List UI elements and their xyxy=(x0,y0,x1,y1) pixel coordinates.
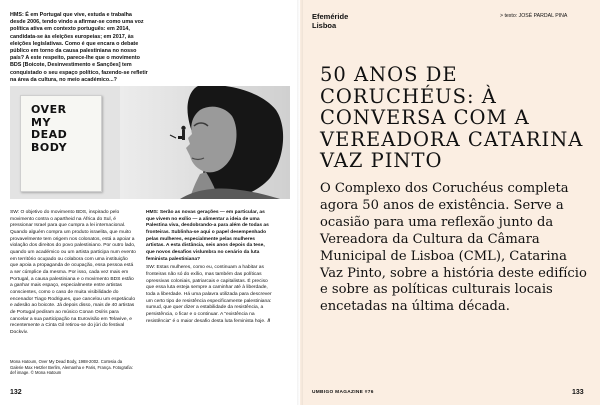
poster-text: OVER MY DEAD BODY xyxy=(31,103,68,154)
magazine-name: UMBIGO MAGAZINE #76 xyxy=(312,390,374,395)
interview-question: HMS: Serão as novas gerações — em particular, as que vivem no exílio — a alimentar a ideia de uma Palestina viva, desdobrando-a para além de todas as fronteiras. Sublinha-se aqui o papel desempenhado pelas mulheres, especialmente pelas mulheres artistas. A esta distância, seis anos depois da tese, que novos desafios vislumbra no cenário da luta feminista palestiniana? xyxy=(146,210,269,262)
article-headline: 50 ANOS DE CORUCHÉUS: À CONVERSA COM A VEREADORA CATARINA VAZ PINTO xyxy=(320,63,584,172)
second-column xyxy=(146,210,272,325)
page-number-left: 132 xyxy=(10,389,22,396)
section-text: Efeméride Lisboa xyxy=(312,12,349,30)
end-mark: // xyxy=(267,318,271,324)
answer-column: SW: O objetivo do movimento BDS, inspirado pelo movimento contra o apartheid na África do Sul, é pressionar Israel para que cumpra a lei internacional. Quando alguém compra um produto israelita, que muito provavelmente tem origem nos colonatos, está a apoiar a violação dos direitos do povo palestiniano. Por outro lado, quando um académico ou um artista participa num evento em território ocupado ou colabora com uma instituição que apoia a propaganda de ocupação, essa pessoa está a ser cúmplice da mesma. Por isso, cada vez mais em Portugal, a causa palestiniana e o movimento BDS estão a ganhar mais espaço, especialmente entre artistas conscientes, como o caso de muita visibilidade do encenador Tiago Rodrigues, que cancelou um espetáculo e adesão ao boicote. Já depois disso, mais de 40 artistas de Portugal pediram ao músico Conan Osíris para cancelar a sua participação na Eurovisão em Telavive, e recentemente a Cinta Gil retirou-se do júri do festival Dockviv. xyxy=(10,210,136,335)
spread-gutter xyxy=(297,0,303,405)
interview-answer xyxy=(146,265,272,325)
section-label xyxy=(312,13,348,30)
answer-text: SW: Estas mulheres, como eu, continuam a habitar as fronteiras não só do exílio, mas também das políticas opressivas coloniais, patriarcais e capitalistas. É preciso que essa luta esteja sempre a caminhar até à liberdade, toda a liberdade. Há uma palavra utilizada para descrever um certo tipo de resistência especificamente palestiniana: sumud, que quer dizer a estabilidade da resistência, a persistência, o ficar e o continuar. A "existência na resistência" é o maior desafio desta luta feminista hoje. xyxy=(146,265,272,324)
woman-portrait-image xyxy=(120,86,290,199)
article-lead: O Complexo dos Coruchéus completa agora 50 anos de existência. Serve a ocasião para uma reflexão junto da Vereadora da Cultura da Câmara Municipal de Lisboa (CML), Catarina Vaz Pinto, sobre a história deste edifício e sobre as políticas culturais locais encetadas na última década. xyxy=(320,181,587,315)
right-page xyxy=(300,0,600,405)
page-number-right: 133 xyxy=(572,389,584,396)
interview-question-intro: HMS: É em Portugal que vive, estuda e trabalha desde 2006, tendo vindo a afirmar-se como uma voz política ativa em contexto português: em 2014, candidata-se às eleições europeias; em 2017, às eleições legislativas. Como é que encara o debate público em torno da causa palestiniana no nosso país? A este respeito, parece-lhe que o movimento BDS [Boicote, Desinvestimento e Sanções] tem conquistado o seu espaço político, fazendo-se refletir na área da cultura, no meio académico...? xyxy=(10,12,148,83)
author-credit: > texto: JOSÉ PARDAL PINA xyxy=(500,13,568,19)
poster-over-my-dead-body xyxy=(20,95,102,192)
photo-caption: Mona Hatoum, Over My Dead Body, 1988-2002. Cortesia da Galerie Max Hetzler Berlim, Alemanha e Paris, França. Fotografia: def image. © Mona Hatoum xyxy=(10,359,133,376)
artwork-photo xyxy=(10,86,290,199)
